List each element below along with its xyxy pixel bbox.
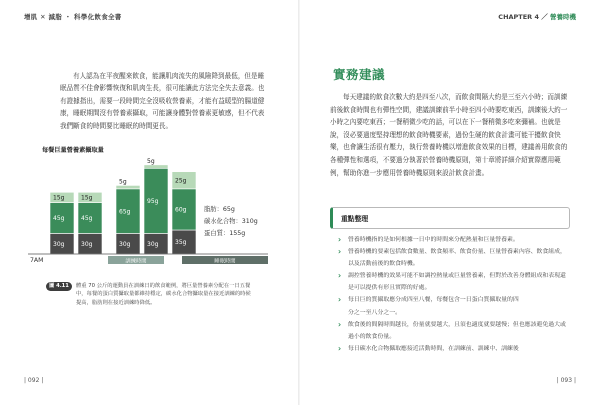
legend-fat: 脂肪：65g — [204, 206, 235, 213]
bar-label-protein: 35g — [175, 239, 187, 247]
right-page — [300, 0, 600, 405]
legend-protein: 蛋白質：155g — [204, 230, 246, 237]
summary-box — [330, 207, 570, 229]
bar-label-carb: 65g — [119, 208, 131, 216]
bar-segment-fat — [116, 185, 140, 188]
summary-bullet: › 每日碳水化合物攝取應接近活動時間，在訓練前、訓練中、訓練後 — [336, 343, 570, 355]
training-time-label: 訓練時間 — [125, 258, 147, 265]
summary-bullet: › 每日巨的質攝取應分成四至八餐，每餐包含一日蛋白質攝取量的四 — [336, 294, 570, 306]
left-body-paragraph: 有人認為在平夜醒來飲食，能讓肌肉流失的風險降到最低，但是睡眠品質不佳會影響恢復和肌肉生長，很可能讓此方法完全失去意義。也有證據指出，需要一段時間完全沒吸收營養素，才能有益暖型的腸道健康，睡眠期間沒有營養素攝取，可能讓身體對營養素更敏感，但不代表我們斷食的時間要比睡眠的時間更長。 — [60, 72, 265, 130]
summary-bullet: › 營養時機指的是如何根據一日中的時間來分配熱量和巨量營養素。 — [336, 234, 570, 246]
bar-label-protein: 30g — [147, 240, 159, 248]
figure-caption: 體重 70 公斤的運動員在訓練日的飲食範例，將巨量營養素分配在一日五餐中，每餐的蛋白質攝取量都維持穩定，碳水化合物攝取量在接近訓練的時候提高，脂肪則在接近訓練時降低。 — [76, 283, 251, 306]
bar-label-carb: 95g — [147, 198, 159, 206]
bar-label-protein: 30g — [81, 240, 93, 248]
summary-bullet-continued: 分之一至八分之一。 — [348, 309, 402, 316]
summary-bullets — [336, 234, 570, 355]
right-body-paragraph: 每天建議的飲食次數大約是四至八次，而飲食間隔大約是三至六小時；而訓練前後飲食時間也有彈性空間，建議訓練前半小時至四小時要吃東西，訓練後大約一小時之內要吃東西；一餐稍微少吃的話，可以在下一餐稍微多吃來彌補。也就是說，沒必要過度堅持理想的飲食時機要素，過份生硬的飲食計畫可能干擾飲食快樂，也會讓生活很有壓力，執行營養時機以增進飲食效果的目標，建議善用飲食的各種彈性和選項，不要過分執著於營養時機原則，第十章將詳細介紹實際應用範例，幫助你進一步應用營養時機原則來設計飲食計畫。 — [330, 93, 568, 177]
book-title-header: 增肌 ✕ 減脂 ・ 科學化飲食全書 — [24, 13, 122, 21]
summary-title: 重點整理 — [341, 215, 369, 223]
macro-chart — [20, 150, 290, 275]
chapter-separator: ／ — [541, 13, 548, 21]
bar-label-fat: 15g — [81, 194, 93, 202]
timeline-start-label: 7AM — [30, 257, 44, 264]
chapter-number: CHAPTER 4 — [498, 13, 539, 21]
bar-label-protein: 30g — [53, 240, 65, 248]
right-page-number: | 093 | — [556, 377, 576, 384]
summary-bullet: › 調控營養時機的效果可能不如調控熱量或巨量營養素，但對於改善身體組成和表現還是可以提供有形且實際的好處。 — [336, 270, 570, 294]
bar-label-protein: 30g — [119, 240, 131, 248]
left-page-number: | 092 | — [24, 377, 44, 384]
bar-label-fat: 25g — [175, 177, 187, 185]
chart-legend — [204, 204, 258, 237]
bar-label-fat: 15g — [53, 194, 65, 202]
bar-label-carb: 45g — [81, 215, 93, 223]
bar-label-carb: 60g — [175, 206, 187, 214]
chapter-tag: 營養時機 — [550, 13, 576, 21]
figure-badge: 圖 4.11 — [46, 282, 72, 291]
bar-segment-fat — [144, 165, 168, 168]
chart-bars — [50, 158, 196, 254]
chart-title: 每餐巨量營養素攝取量 — [42, 147, 104, 154]
summary-bullet: › 營養時機的要素包括飲食數量、飲食頻率、飲食份量、巨量營養素內容、飲食組成，以及活動前後的飲食時機。 — [336, 246, 570, 270]
summary-bullet: › 飲食後的間隔時間越長，份量就要越大，且須也適度就要越慢；但也應該避免過大或過小的飲食份量。 — [336, 319, 570, 343]
chapter-header — [498, 12, 576, 21]
bar-label-fat: 5g — [119, 178, 127, 186]
bar-label-carb: 45g — [53, 215, 65, 223]
sleep-time-label: 睡眠時間 — [214, 258, 236, 265]
section-title: 實務建議 — [333, 67, 386, 82]
bar-label-fat: 5g — [147, 157, 155, 165]
legend-carb: 碳水化合物：310g — [204, 218, 258, 225]
